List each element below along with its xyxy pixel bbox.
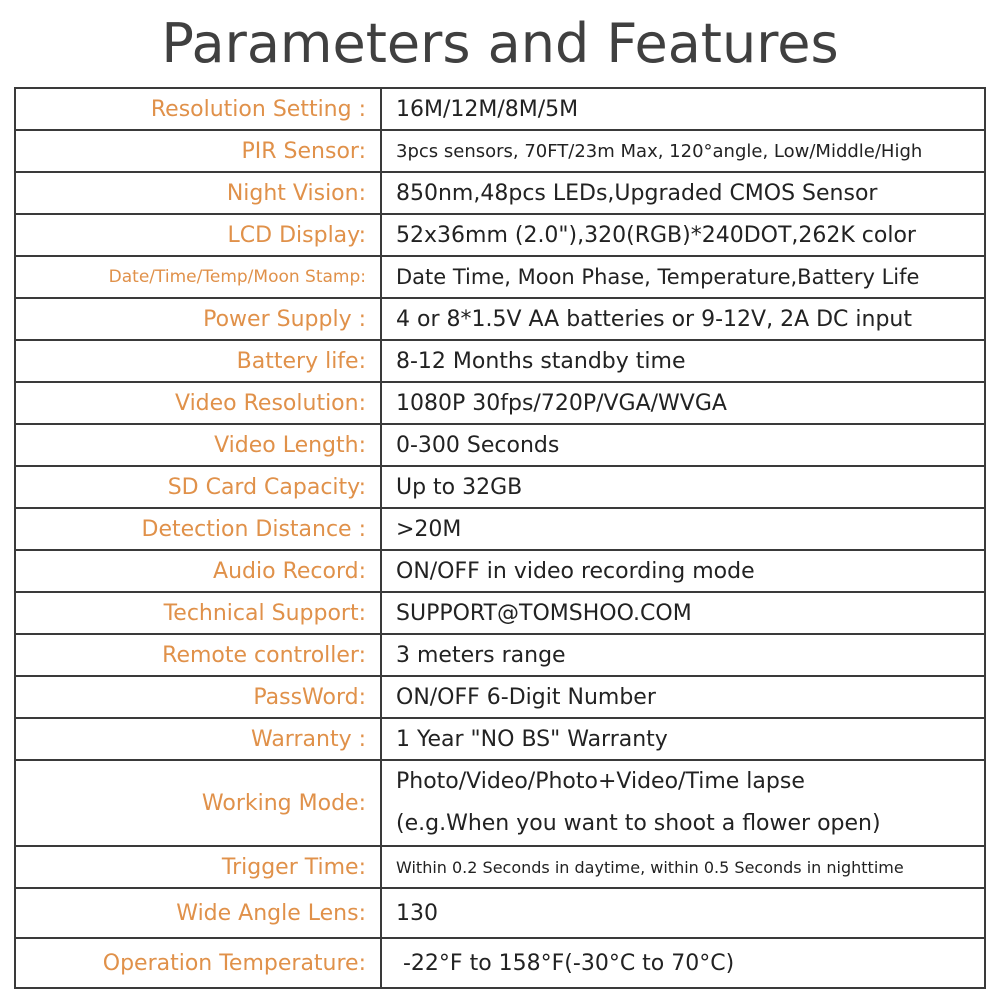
table-row [15,888,985,938]
row-value: 16M/12M/8M/5M [381,88,985,130]
row-label: Wide Angle Lens: [15,888,381,938]
row-label: Audio Record: [15,550,381,592]
table-row [15,256,985,298]
table-row [15,172,985,214]
row-label: Detection Distance : [15,508,381,550]
row-label: Working Mode: [15,760,381,846]
row-label: Warranty : [15,718,381,760]
table-row [15,846,985,888]
row-value: 52x36mm (2.0"),320(RGB)*240DOT,262K color [381,214,985,256]
row-value: Up to 32GB [381,466,985,508]
table-row [15,466,985,508]
row-value: ON/OFF in video recording mode [381,550,985,592]
row-value: SUPPORT@TOMSHOO.COM [381,592,985,634]
table-row [15,938,985,988]
row-label: Resolution Setting : [15,88,381,130]
table-row [15,634,985,676]
row-value: 3pcs sensors, 70FT/23m Max, 120°angle, Low/Middle/High [381,130,985,172]
row-value-line: (e.g.When you want to shoot a flower open) [396,811,881,836]
table-row [15,298,985,340]
row-label: SD Card Capacity: [15,466,381,508]
row-label: PassWord: [15,676,381,718]
row-value: Date Time, Moon Phase, Temperature,Battery Life [381,256,985,298]
page-title: Parameters and Features [161,12,839,75]
row-value-line: Photo/Video/Photo+Video/Time lapse [396,769,805,794]
row-value: 1 Year "NO BS" Warranty [381,718,985,760]
row-value: -22°F to 158°F(-30°C to 70°C) [381,938,985,988]
table-row [15,424,985,466]
row-value: 850nm,48pcs LEDs,Upgraded CMOS Sensor [381,172,985,214]
row-value [381,760,985,846]
table-row [15,214,985,256]
row-label: LCD Display: [15,214,381,256]
table-row [15,592,985,634]
row-value: 8-12 Months standby time [381,340,985,382]
row-value: 130 [381,888,985,938]
row-label: Trigger Time: [15,846,381,888]
row-value: 1080P 30fps/720P/VGA/WVGA [381,382,985,424]
row-label: PIR Sensor: [15,130,381,172]
table-row [15,508,985,550]
row-label: Video Length: [15,424,381,466]
row-value: ON/OFF 6-Digit Number [381,676,985,718]
row-label: Video Resolution: [15,382,381,424]
table-row [15,130,985,172]
row-value: 4 or 8*1.5V AA batteries or 9-12V, 2A DC input [381,298,985,340]
table-row [15,382,985,424]
row-value: Within 0.2 Seconds in daytime, within 0.5 Seconds in nighttime [381,846,985,888]
table-row [15,88,985,130]
row-label: Remote controller: [15,634,381,676]
table-row [15,550,985,592]
table-row [15,340,985,382]
row-value: 3 meters range [381,634,985,676]
row-label: Power Supply : [15,298,381,340]
row-label: Date/Time/Temp/Moon Stamp: [15,256,381,298]
table-row [15,676,985,718]
parameters-table [14,87,986,989]
row-value: 0-300 Seconds [381,424,985,466]
row-label: Operation Temperature: [15,938,381,988]
table-row [15,760,985,846]
row-label: Battery life: [15,340,381,382]
row-value: >20M [381,508,985,550]
table-row [15,718,985,760]
row-label: Night Vision: [15,172,381,214]
row-label: Technical Support: [15,592,381,634]
